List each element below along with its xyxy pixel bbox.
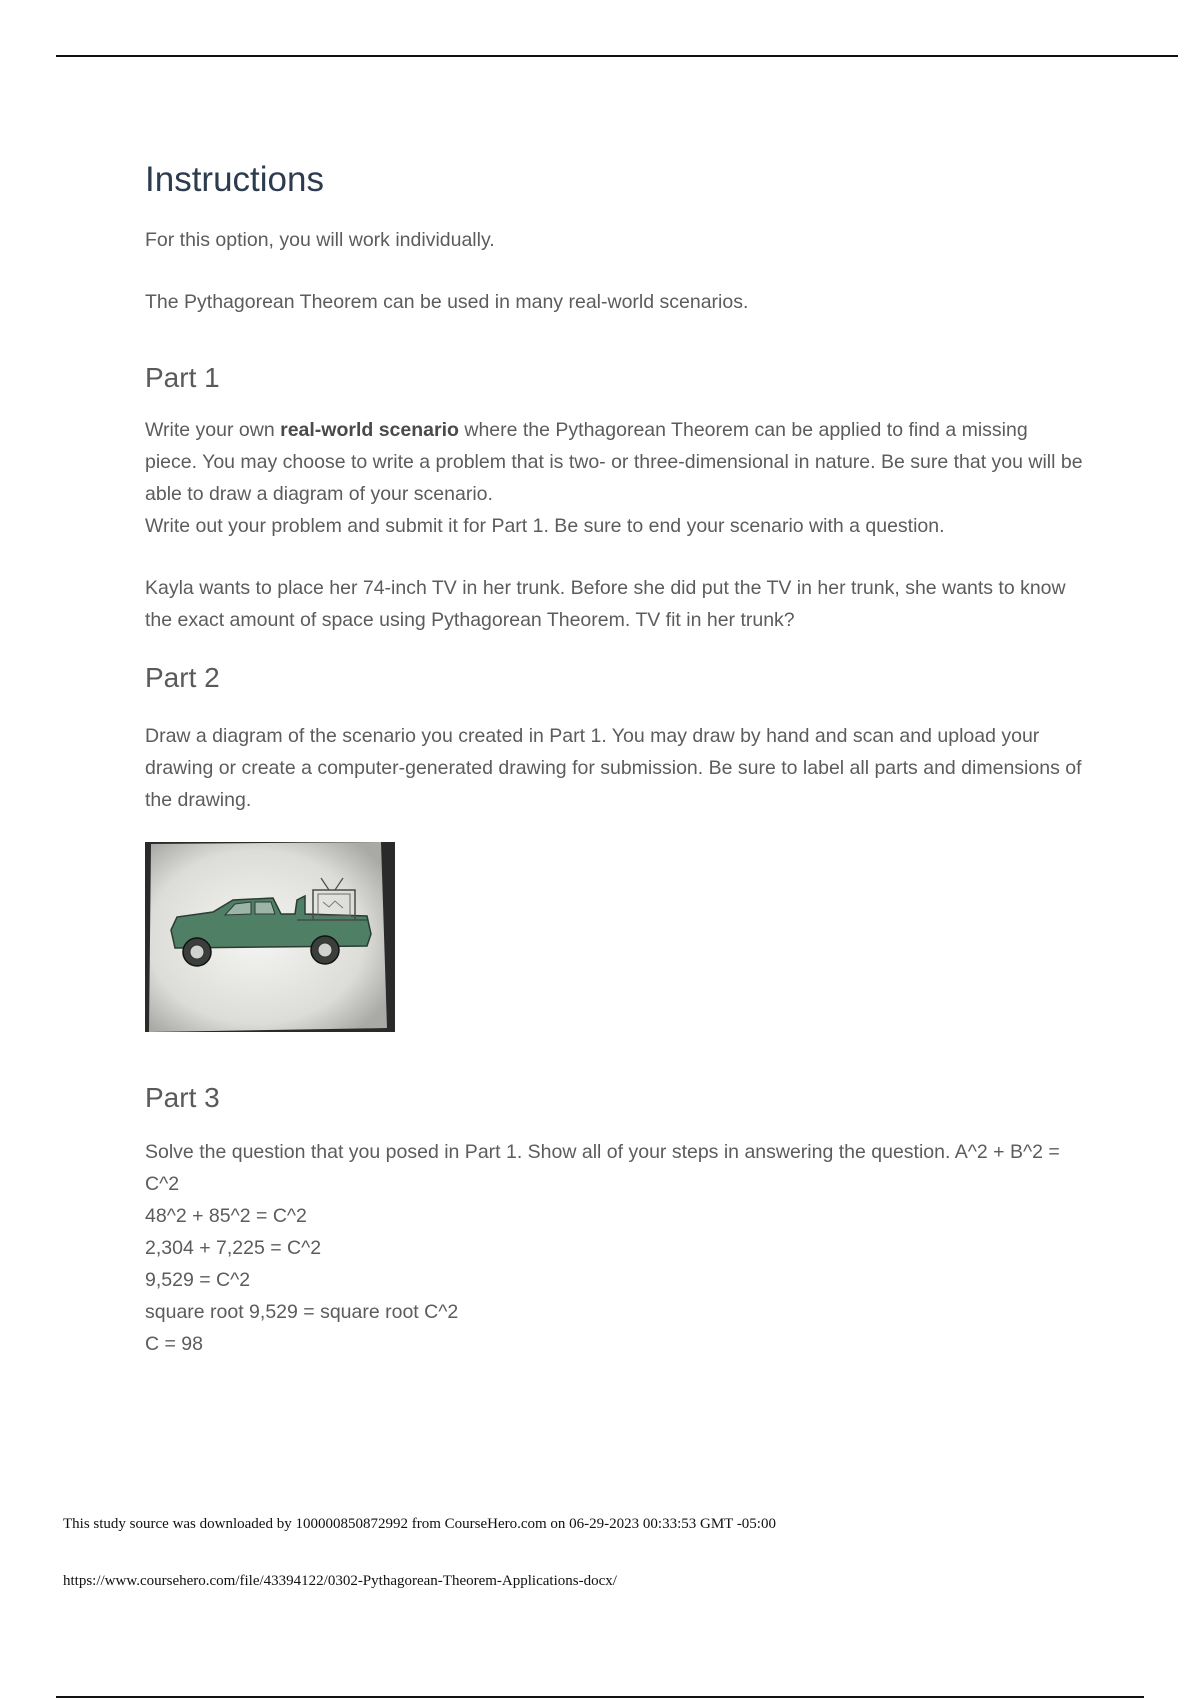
part1-submit-note: Write out your problem and submit it for Part 1. Be sure to end your scenario with a question. [145, 515, 945, 537]
page-title: Instructions [145, 160, 324, 199]
part1-heading: Part 1 [145, 362, 220, 393]
truck-drawing-photo [145, 842, 395, 1032]
source-url[interactable]: https://www.coursehero.com/file/43394122/0302-Pythagorean-Theorem-Applications-docx/ [63, 1573, 617, 1589]
download-note: This study source was downloaded by 100000850872992 from CourseHero.com on 06-29-2023 00:33:53 GMT -05:00 [63, 1516, 776, 1532]
bottom-rule [56, 1696, 1144, 1698]
part1-instructions [145, 414, 1085, 510]
intro-text-1: For this option, you will work individually. [145, 229, 495, 251]
document-body [145, 150, 1085, 1360]
part3-instructions: Solve the question that you posed in Part 1. Show all of your steps in answering the question. A^2 + B^2 = C^2 [145, 1141, 1060, 1195]
solution-steps [145, 1200, 1085, 1360]
solution-step: square root 9,529 = square root C^2 [145, 1301, 459, 1323]
truck-drawing-image [145, 842, 395, 1032]
part1-text-pre: Write your own [145, 419, 281, 441]
part2-instructions: Draw a diagram of the scenario you created in Part 1. You may draw by hand and scan and upload your drawing or create a computer-generated drawing for submission. Be sure to label all parts and dimensions of the drawing. [145, 725, 1082, 811]
solution-step: 2,304 + 7,225 = C^2 [145, 1237, 322, 1259]
intro-text-2: The Pythagorean Theorem can be used in many real-world scenarios. [145, 291, 749, 313]
part1-answer: Kayla wants to place her 74-inch TV in her trunk. Before she did put the TV in her trunk, she wants to know the exact amount of space using Pythagorean Theorem. TV fit in her trunk? [145, 577, 1066, 631]
part1-text-bold: real-world scenario [280, 419, 459, 441]
part3-heading: Part 3 [145, 1082, 220, 1113]
part1-text-post: where the Pythagorean Theorem can be applied to find a missing piece. You may choose to write a problem that is two- or three-dimensional in nature. Be sure that you will be able to draw a diagram of your scenario. [145, 419, 1083, 505]
solution-step: 9,529 = C^2 [145, 1269, 251, 1291]
top-rule [56, 55, 1178, 57]
solution-step: 48^2 + 85^2 = C^2 [145, 1205, 307, 1227]
solution-step: C = 98 [145, 1333, 203, 1355]
part2-heading: Part 2 [145, 662, 220, 693]
